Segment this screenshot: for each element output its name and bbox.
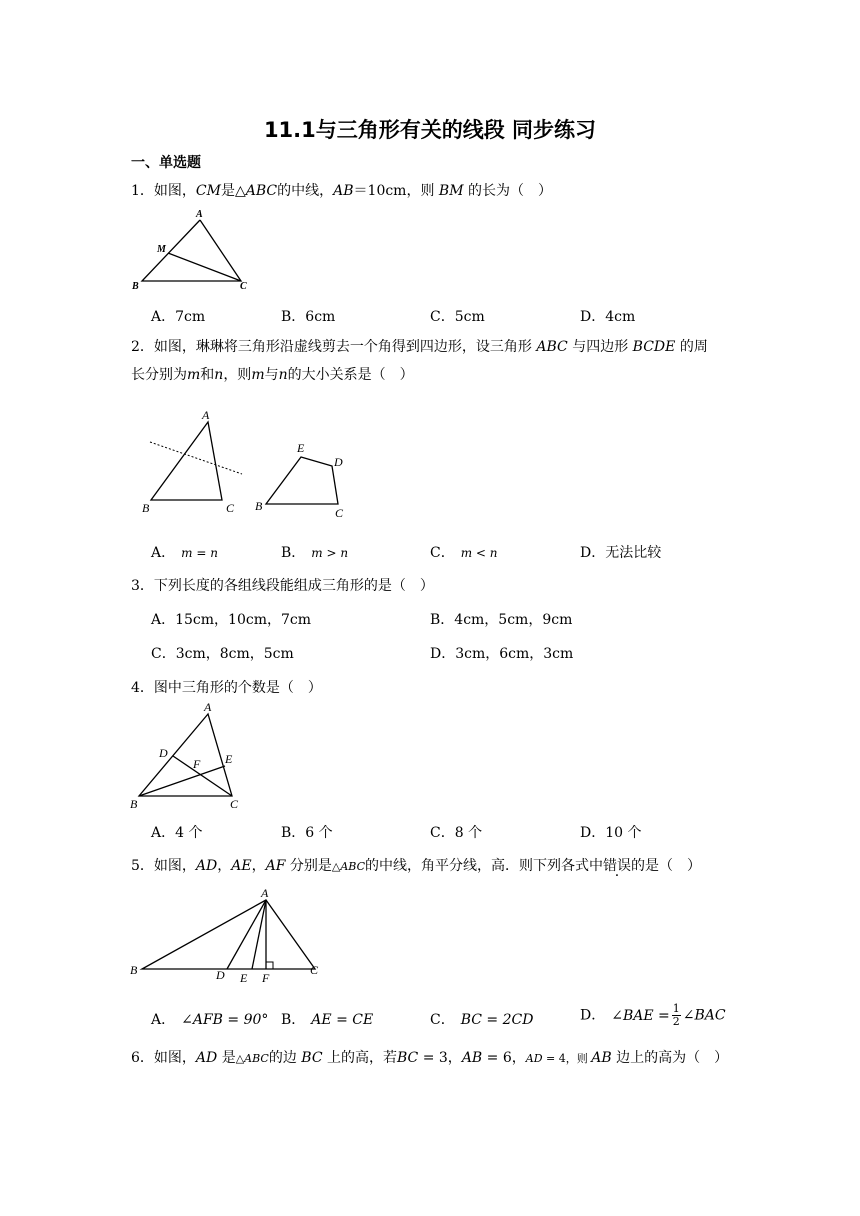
q2-option-b[interactable]: B． m > n xyxy=(281,545,349,561)
label-b: B xyxy=(130,963,138,977)
label-d: D xyxy=(216,968,225,982)
cut-dashed-line xyxy=(150,442,242,474)
q1-option-d[interactable]: D．4cm xyxy=(580,309,636,325)
label-d: D xyxy=(334,455,343,469)
label-c: C xyxy=(230,797,239,811)
q3-option-d[interactable]: D．3cm，6cm，3cm xyxy=(430,646,574,662)
q3-option-b[interactable]: B．4cm，5cm，9cm xyxy=(430,612,573,628)
emphasis-error: 错误 xyxy=(603,858,631,874)
question-1-stem: 1．如图，CM是△ABC的中线，AB＝10cm，则 BM 的长为（ ） xyxy=(131,183,552,199)
question-5-stem: 5．如图，AD，AE，AF 分别是△ABC的中线，角平分线，高．则下列各式中错误的是（ ） xyxy=(131,858,701,874)
q4-option-c[interactable]: C．8 个 xyxy=(430,825,483,841)
right-angle-mark xyxy=(266,962,273,969)
question-4-stem: 4．图中三角形的个数是（ ） xyxy=(131,680,322,696)
label-d: D xyxy=(159,746,168,760)
question-number: 5． xyxy=(131,858,154,874)
q4-option-a[interactable]: A．4 个 xyxy=(151,825,203,841)
label-c: C xyxy=(240,281,247,292)
figure-q1-triangle xyxy=(128,206,258,296)
label-a: A xyxy=(261,886,269,900)
question-3-stem: 3．下列长度的各组线段能组成三角形的是（ ） xyxy=(131,578,434,594)
q4-option-d[interactable]: D．10 个 xyxy=(580,825,642,841)
label-b2: B xyxy=(255,499,263,513)
question-number: 2． xyxy=(131,339,154,355)
q2-option-a[interactable]: A． m = n xyxy=(151,545,218,561)
q2-option-c[interactable]: C． m < n xyxy=(430,545,498,561)
label-f: F xyxy=(262,971,270,985)
q4-option-b[interactable]: B．6 个 xyxy=(281,825,333,841)
segment-dc xyxy=(173,756,232,796)
q5-option-d[interactable]: D． ∠BAE = $\frac{1}{2}$ ∠BAC xyxy=(580,1002,726,1028)
q5-option-a[interactable]: A． ∠AFB = 90° xyxy=(151,1012,269,1028)
label-c: C xyxy=(310,963,319,977)
section-heading: 一、单选题 xyxy=(131,155,201,171)
label-a: A xyxy=(204,700,212,714)
page-title: 11.1与三角形有关的线段 同步练习 xyxy=(263,118,597,142)
quadrilateral-bcde xyxy=(266,457,338,504)
label-e: E xyxy=(240,971,248,985)
label-b: B xyxy=(130,797,138,811)
label-c2: C xyxy=(335,506,344,520)
q5-option-c[interactable]: C． BC = 2CD xyxy=(430,1012,534,1028)
question-number: 1． xyxy=(131,183,154,199)
q5-option-b[interactable]: B． AE = CE xyxy=(281,1012,374,1028)
question-number: 6． xyxy=(131,1050,154,1066)
label-b: B xyxy=(142,501,150,515)
median-cm xyxy=(168,253,241,281)
label-b: B xyxy=(132,281,139,292)
figure-q5-triangle xyxy=(126,886,336,986)
label-f: F xyxy=(193,757,201,771)
label-c: C xyxy=(226,501,235,515)
q3-option-c[interactable]: C．3cm，8cm，5cm xyxy=(151,646,294,662)
triangle-abc xyxy=(142,900,315,969)
label-e: E xyxy=(225,752,233,766)
triangle-abc xyxy=(139,714,232,796)
q1-option-c[interactable]: C．5cm xyxy=(430,309,485,325)
label-e: E xyxy=(297,441,305,455)
question-2-stem-line1: 2．如图，琳琳将三角形沿虚线剪去一个角得到四边形，设三角形 ABC 与四边形 BCDE 的周 xyxy=(131,339,708,355)
label-a: A xyxy=(196,209,203,220)
q1-option-a[interactable]: A．7cm xyxy=(151,309,206,325)
q1-option-b[interactable]: B．6cm xyxy=(281,309,336,325)
question-number: 4． xyxy=(131,680,154,696)
q3-option-a[interactable]: A．15cm，10cm，7cm xyxy=(151,612,311,628)
figure-q2-triangle-quadrilateral xyxy=(138,404,358,524)
label-a: A xyxy=(202,408,210,422)
question-2-stem-line2: 长分别为m和n，则m与n的大小关系是（ ） xyxy=(131,367,414,383)
question-6-stem: 6．如图，AD 是△ABC的边 BC 上的高，若BC = 3，AB = 6，AD = 4，则 AB 边上的高为（ ） xyxy=(131,1050,729,1066)
figure-q4-triangle xyxy=(128,700,258,812)
label-m: M xyxy=(157,244,166,255)
triangle-abc xyxy=(151,422,222,500)
q2-option-d[interactable]: D．无法比较 xyxy=(580,545,662,561)
bisector-ae xyxy=(252,900,266,969)
fraction-one-half: $\frac{1}{2}$ xyxy=(672,1002,680,1028)
question-number: 3． xyxy=(131,578,154,594)
